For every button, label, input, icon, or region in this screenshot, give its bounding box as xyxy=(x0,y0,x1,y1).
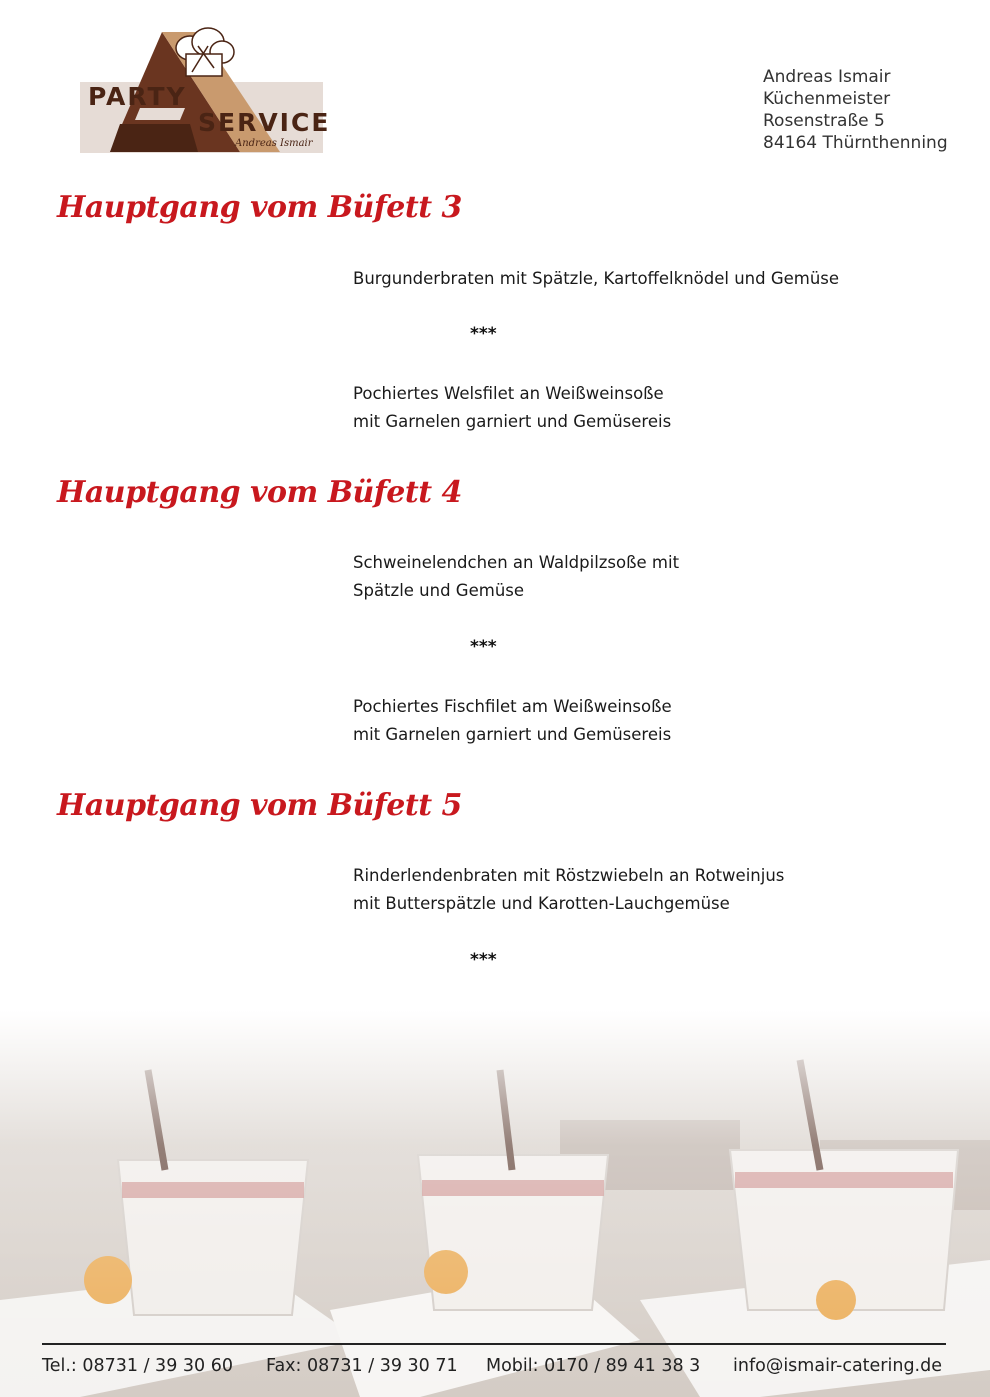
address-name: Andreas Ismair xyxy=(763,67,891,87)
dish-line: Rinderlendenbraten mit Röstzwiebeln an Rotweinjus xyxy=(353,866,785,885)
logo-text-service: SERVICE xyxy=(198,108,331,137)
footer-divider xyxy=(42,1343,946,1345)
dish-separator: *** xyxy=(470,324,497,344)
address-street: Rosenstraße 5 xyxy=(763,111,885,131)
address-city: 84164 Thürnthenning xyxy=(763,133,948,153)
dish-line: mit Garnelen garniert und Gemüsereis xyxy=(353,412,672,431)
logo-text-name: Andreas Ismair xyxy=(235,138,313,149)
section-heading-3: Hauptgang vom Büfett 3 xyxy=(57,190,462,225)
footer-fax: Fax: 08731 / 39 30 71 xyxy=(266,1356,458,1376)
section-heading-5: Hauptgang vom Büfett 5 xyxy=(57,788,462,823)
dish-line: mit Butterspätzle und Karotten-Lauchgemüse xyxy=(353,894,730,913)
dish-line: mit Garnelen garniert und Gemüsereis xyxy=(353,725,672,744)
dessert-photo xyxy=(0,1010,990,1397)
logo-text-party: PARTY xyxy=(88,82,187,111)
dish-line: Burgunderbraten mit Spätzle, Kartoffelknödel und Gemüse xyxy=(353,269,840,288)
dish-line: Pochiertes Fischfilet am Weißweinsoße xyxy=(353,697,672,716)
footer-mobile: Mobil: 0170 / 89 41 38 3 xyxy=(486,1356,701,1376)
address-block xyxy=(763,66,948,154)
dish-line: Pochiertes Welsfilet an Weißweinsoße xyxy=(353,384,664,403)
section-heading-4: Hauptgang vom Büfett 4 xyxy=(57,475,462,510)
dish-separator: *** xyxy=(470,637,497,657)
dish-separator: *** xyxy=(470,950,497,970)
footer-phone: Tel.: 08731 / 39 30 60 xyxy=(42,1356,233,1376)
address-title: Küchenmeister xyxy=(763,89,891,109)
party-service-logo xyxy=(80,24,331,156)
chef-hat-icon xyxy=(168,24,238,86)
dish-line: Schweinelendchen an Waldpilzsoße mit xyxy=(353,553,680,572)
footer-email-link[interactable]: info@ismair-catering.de xyxy=(733,1356,942,1376)
dish-line: Spätzle und Gemüse xyxy=(353,581,525,600)
